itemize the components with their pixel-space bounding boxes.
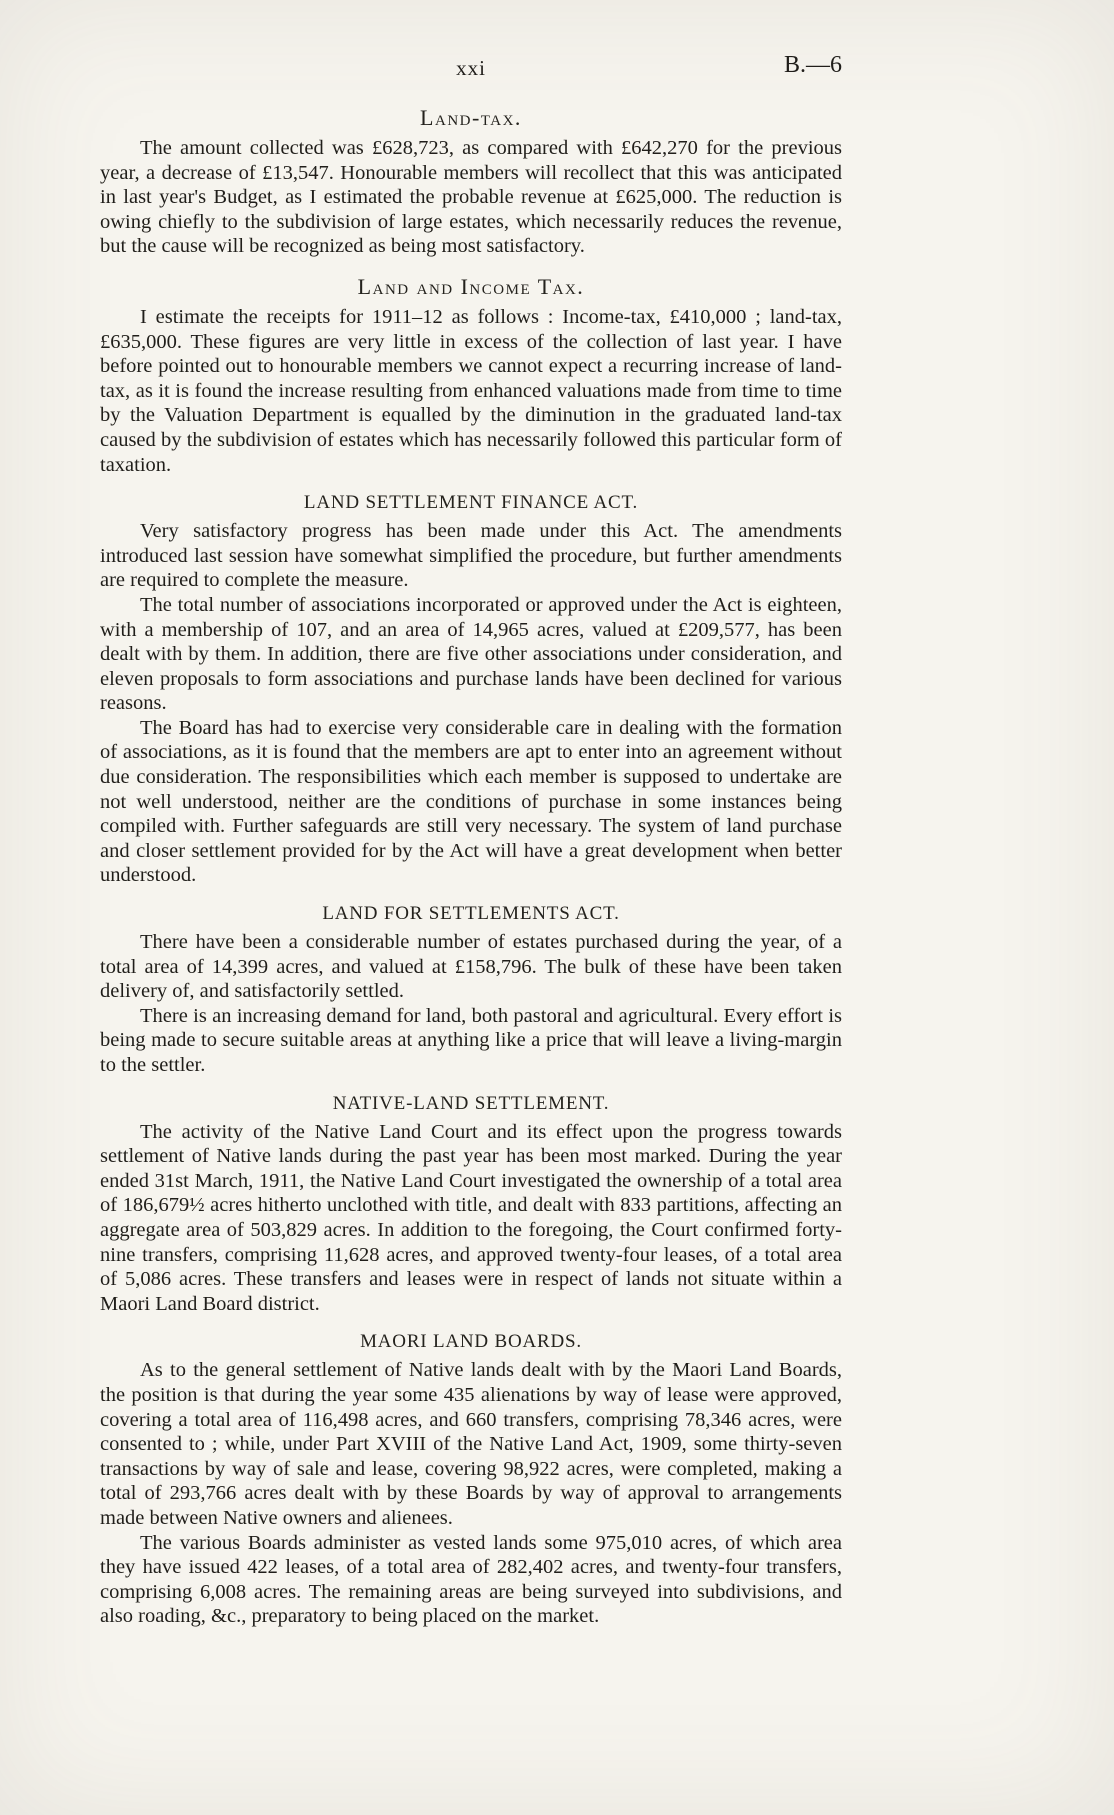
page-header — [100, 52, 842, 90]
section-heading: LAND FOR SETTLEMENTS ACT. — [322, 903, 620, 925]
paragraph: The activity of the Native Land Court and its effect upon the progress towards settlement of Native lands during the past year has been most marked. During the year ended 31st March, 1911, the Native Land Court investigated the ownership of a total area of 186,679½ acres hitherto unclothed with title, and dealt with 833 partitions, affecting an aggregate area of 503,829 acres. In addition to the foregoing, the Court confirmed forty-nine transfers, comprising 11,628 acres, and approved twenty-four leases, of a total area of 5,086 acres. These transfers and leases were in respect of lands not situate within a Maori Land Board district. — [100, 1120, 842, 1315]
paragraph: There is an increasing demand for land, both pastoral and agricultural. Every effort is being made to secure suitable areas at anything like a price that will leave a living-margin to the settler. — [100, 1004, 842, 1076]
page-content — [100, 52, 842, 1629]
page-number: xxi — [456, 56, 486, 80]
section-heading: LAND SETTLEMENT FINANCE ACT. — [303, 492, 639, 514]
section-heading: NATIVE-LAND SETTLEMENT. — [332, 1092, 610, 1114]
paragraph: The Board has had to exercise very considerable care in dealing with the formation of associations, as it is found that the members are apt to enter into an agreement without due consideration. The responsibilities which each member is supposed to undertake are not well understood, neither are the conditions of purchase in some instances being compiled with. Further safeguards are still very necessary. The system of land purchase and closer settlement provided for by the Act will have a great development when better understood. — [100, 716, 842, 887]
paragraph: The various Boards administer as vested lands some 975,010 acres, of which area they have issued 422 leases, of a total area of 282,402 acres, and twenty-four transfers, comprising 6,008 acres. The remaining areas are being surveyed into subdivisions, and also roading, &c., preparatory to being placed on the market. — [100, 1531, 842, 1628]
section-land-for-settlements-act — [100, 903, 842, 1078]
paragraph: There have been a considerable number of estates purchased during the year, of a total area of 14,399 acres, and valued at £158,796. The bulk of these have been taken delivery of, and satisfactorily settled. — [100, 931, 842, 1003]
section-heading: MAORI LAND BOARDS. — [360, 1331, 582, 1353]
section-maori-land-boards — [100, 1331, 842, 1629]
section-native-land-settlement — [100, 1093, 842, 1317]
paragraph: Very satisfactory progress has been made under this Act. The amendments introduced last session have somewhat simplified the procedure, but further amendments are required to complete the measure. — [100, 520, 842, 592]
section-land-tax — [100, 105, 842, 259]
paragraph: The total number of associations incorporated or approved under the Act is eighteen, with a membership of 107, and an area of 14,965 acres, valued at £209,577, has been dealt with by them. In addition, there are five other associations under consideration, and eleven proposals to form associations and purchase lands have been declined for various reasons. — [100, 593, 842, 715]
paragraph: As to the general settlement of Native lands dealt with by the Maori Land Boards, the position is that during the year some 435 alienations by way of lease were approved, covering a total area of 116,498 acres, and 660 transfers, comprising 78,346 acres, were consented to ; while, under Part XVIII of the Native Land Act, 1909, some thirty-seven transactions by way of sale and lease, covering 98,922 acres, were completed, making a total of 293,766 acres dealt with by these Boards by way of approval to arrangements made between Native owners and alienees. — [100, 1359, 842, 1529]
section-heading: Land and Income Tax. — [357, 273, 585, 299]
section-land-settlement-finance-act — [100, 492, 842, 888]
section-land-and-income-tax — [100, 274, 842, 477]
paragraph: The amount collected was £628,723, as compared with £642,270 for the previous year, a decrease of £13,547. Honourable members will recollect that this was anticipated in last year's Budget, as I estimated the probable revenue at £625,000. The reduction is owing chiefly to the subdivision of large estates, which necessarily reduces the revenue, but the cause will be recognized as being most satisfactory. — [100, 137, 842, 258]
section-heading: Land-tax. — [420, 105, 522, 130]
doc-reference: B.—6 — [783, 52, 842, 78]
paragraph: I estimate the receipts for 1911–12 as follows : Income-tax, £410,000 ; land-tax, £635,000. These figures are very little in excess of the collection of last year. I have before pointed out to honourable members we cannot expect a recurring increase of land-tax, as it is found the increase resulting from enhanced valuations made from time to time by the Valuation Department is equalled by the diminution in the graduated land-tax caused by the subdivision of estates which has necessarily followed this particular form of taxation. — [100, 305, 842, 476]
